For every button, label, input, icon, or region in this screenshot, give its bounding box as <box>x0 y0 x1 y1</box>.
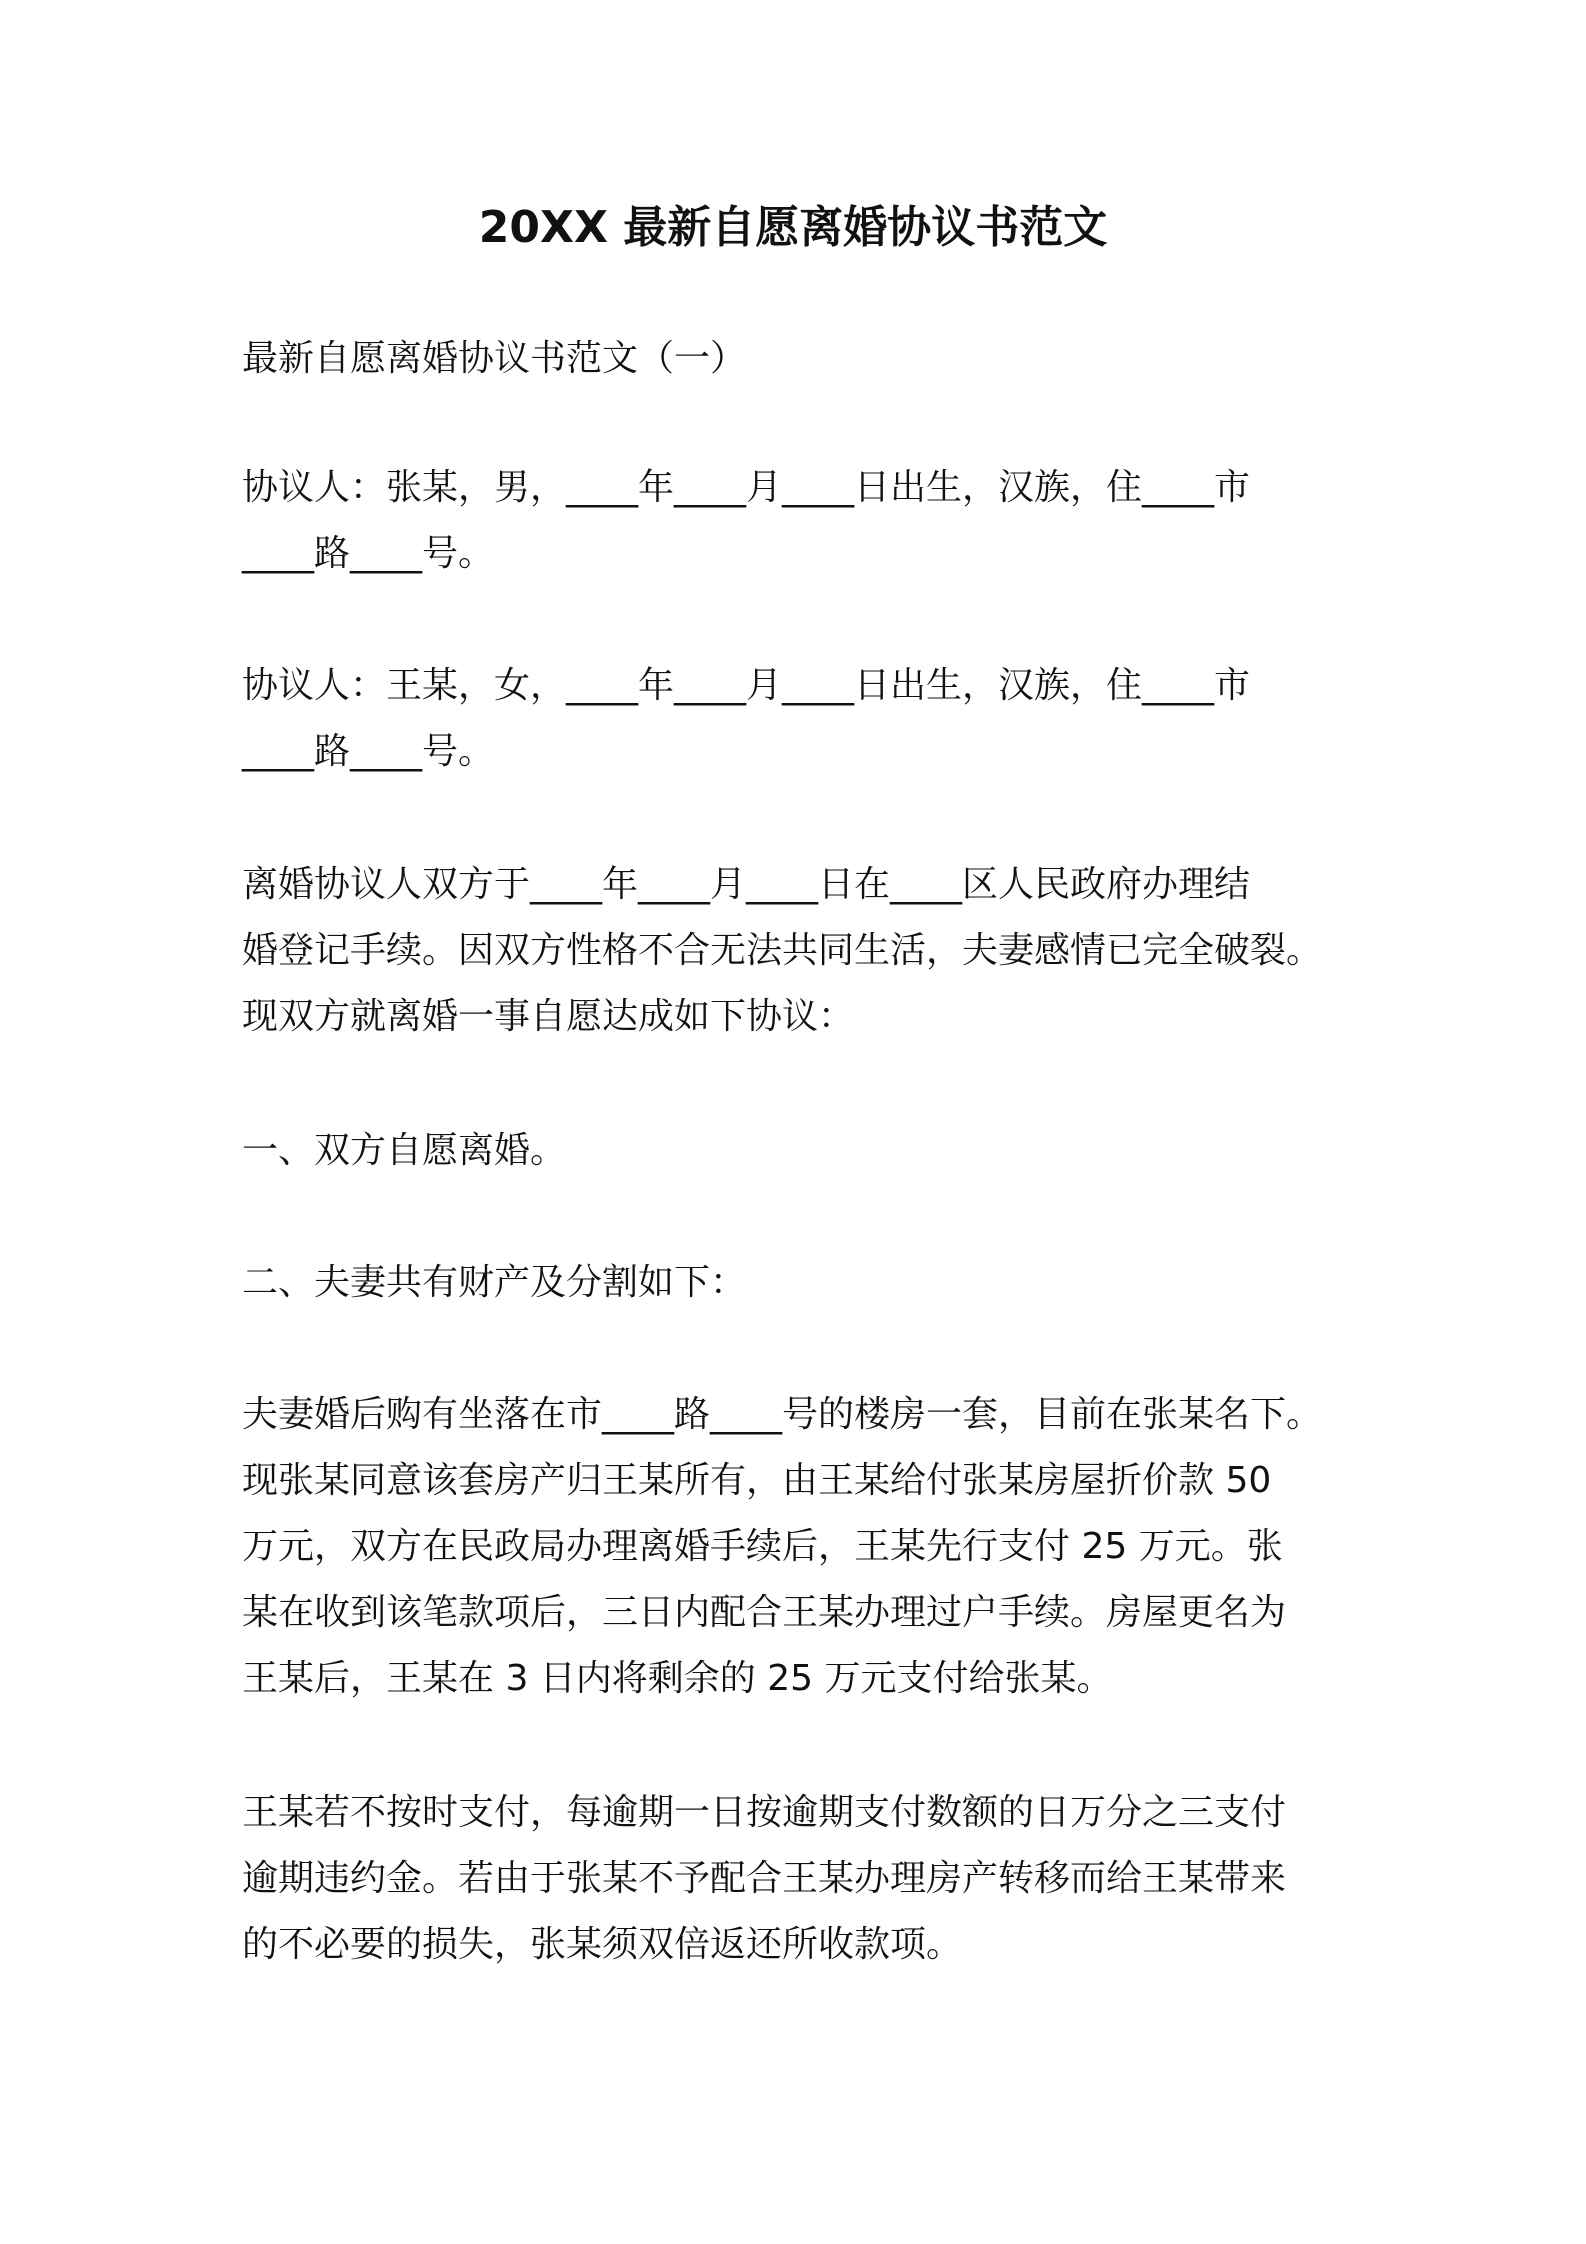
subtitle-text: 最新自愿离婚协议书范文（一） <box>242 338 747 379</box>
penalty-line-2: 逾期违约金。若由于张某不予配合王某办理房产转移而给王某带来 <box>242 1858 1287 1899</box>
document-title: 20XX 最新自愿离婚协议书范文 <box>478 202 1108 253</box>
party-male-line-1: 协议人：张某，男，____年____月____日出生，汉族，住____市 <box>242 467 1251 508</box>
penalty-paragraph <box>242 1780 1362 1978</box>
document-subtitle <box>242 326 1362 392</box>
penalty-line-1: 王某若不按时支付，每逾期一日按逾期支付数额的日万分之三支付 <box>242 1792 1287 1833</box>
property-line-2: 现张某同意该套房产归王某所有，由王某给付张某房屋折价款 50 <box>242 1460 1272 1501</box>
party-female-paragraph <box>242 653 1362 785</box>
property-paragraph <box>242 1382 1362 1712</box>
property-line-1: 夫妻婚后购有坐落在市____路____号的楼房一套，目前在张某名下。 <box>242 1394 1323 1435</box>
property-line-5: 王某后，王某在 3 日内将剩余的 25 万元支付给张某。 <box>242 1658 1113 1699</box>
intro-line-3: 现双方就离婚一事自愿达成如下协议： <box>242 996 855 1037</box>
intro-line-1: 离婚协议人双方于____年____月____日在____区人民政府办理结 <box>242 864 1251 905</box>
party-male-paragraph <box>242 455 1362 587</box>
clause-1-text: 一、双方自愿离婚。 <box>242 1130 567 1171</box>
clause-2 <box>242 1250 1362 1316</box>
clause-1 <box>242 1118 1362 1184</box>
penalty-line-3: 的不必要的损失，张某须双倍返还所收款项。 <box>242 1924 963 1965</box>
party-female-line-1: 协议人：王某，女，____年____月____日出生，汉族，住____市 <box>242 665 1251 706</box>
property-line-3: 万元，双方在民政局办理离婚手续后，王某先行支付 25 万元。张 <box>242 1526 1283 1567</box>
party-male-line-2: ____路____号。 <box>242 533 495 574</box>
intro-paragraph <box>242 852 1362 1050</box>
party-female-line-2: ____路____号。 <box>242 731 495 772</box>
intro-line-2: 婚登记手续。因双方性格不合无法共同生活，夫妻感情已完全破裂。 <box>242 930 1323 971</box>
property-line-4: 某在收到该笔款项后，三日内配合王某办理过户手续。房屋更名为 <box>242 1592 1287 1633</box>
clause-2-text: 二、夫妻共有财产及分割如下： <box>242 1262 747 1303</box>
